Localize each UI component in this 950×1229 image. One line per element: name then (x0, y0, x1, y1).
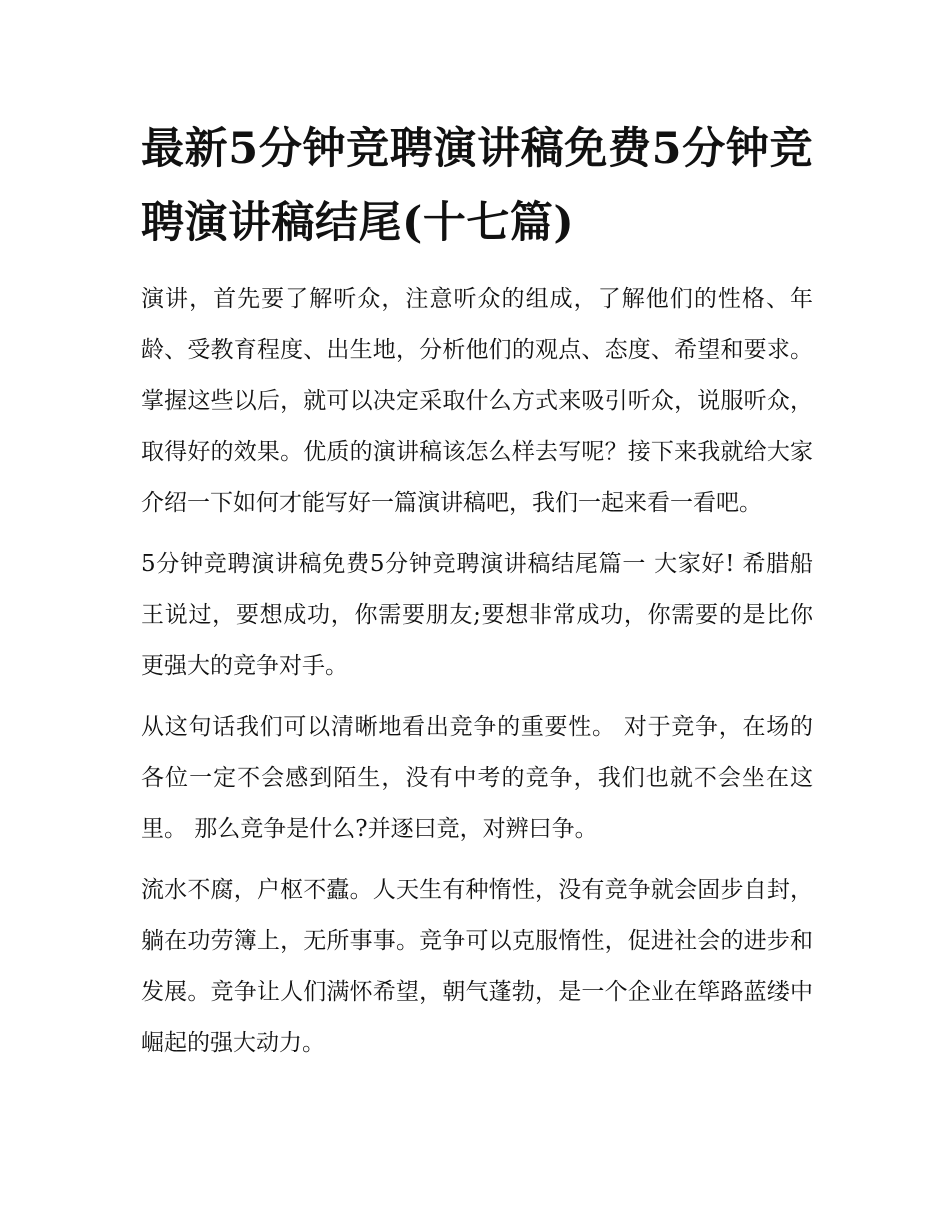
document-title: 最新5分钟竞聘演讲稿免费5分钟竞聘演讲稿结尾(十七篇) (141, 124, 813, 248)
document-body (141, 112, 813, 1079)
paragraph-intro: 演讲，首先要了解听众，注意听众的组成，了解他们的性格、年龄、受教育程度、出生地，分析他们的观点、态度、希望和要求。掌握这些以后，就可以决定采取什么方式来吸引听众，说服听众，取得好的效果。优质的演讲稿该怎么样去写呢？接下来我就给大家介绍一下如何才能写好一篇演讲稿吧，我们一起来看一看吧。 (141, 286, 813, 516)
paragraph-opening: 5分钟竞聘演讲稿免费5分钟竞聘演讲稿结尾篇一 大家好! 希腊船王说过，要想成功，你需要朋友;要想非常成功，你需要的是比你更强大的竞争对手。 (141, 551, 813, 679)
paragraph-competition-importance: 从这句话我们可以清晰地看出竞争的重要性。 对于竞争，在场的各位一定不会感到陌生，没有中考的竞争，我们也就不会坐在这里。 那么竞争是什么?并逐曰竞，对辨曰争。 (141, 714, 813, 842)
paragraph-competition-value: 流水不腐，户枢不蠹。人天生有种惰性，没有竞争就会固步自封，躺在功劳簿上，无所事事。竞争可以克服惰性，促进社会的进步和发展。竞争让人们满怀希望，朝气蓬勃，是一个企业在筚路蓝缕中崛起的强大动力。 (141, 877, 813, 1056)
